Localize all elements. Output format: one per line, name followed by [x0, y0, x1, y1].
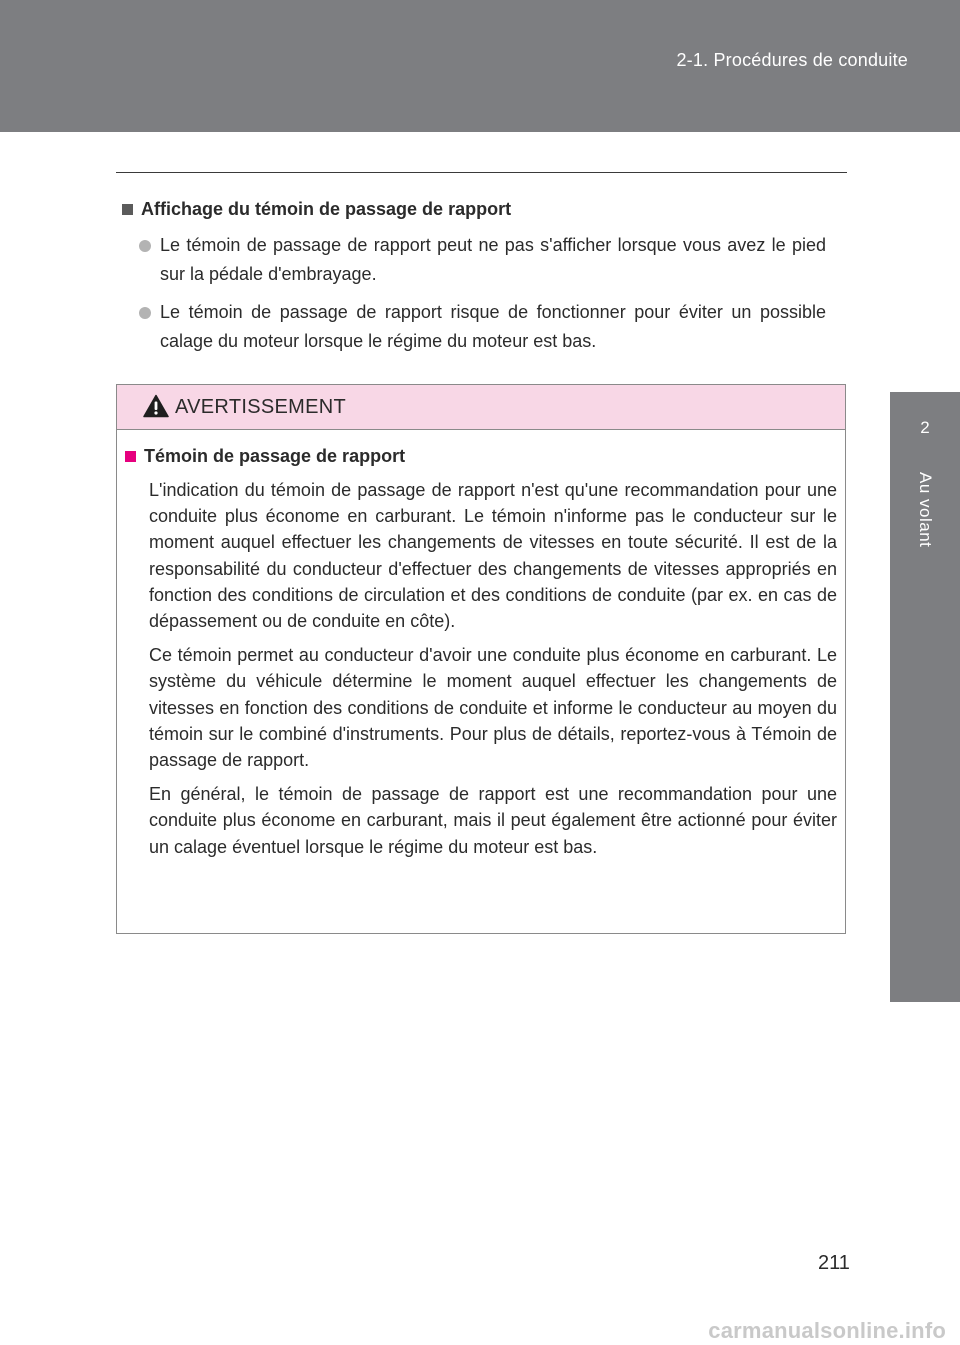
square-bullet-icon	[122, 204, 133, 215]
chapter-side-tab	[890, 392, 960, 1002]
chapter-title: 2-1. Procédures de conduite	[676, 50, 908, 70]
circle-bullet-icon	[139, 240, 151, 252]
page-number: 211	[818, 1252, 850, 1274]
warning-paragraph: En général, le témoin de passage de rapport est une recommandation pour une conduite plus économe en carburant, mais il peut également être actionné pour éviter un calage éventuel lorsque le régime du moteur est bas.	[149, 784, 837, 857]
list-item-text: Le témoin de passage de rapport risque de fonctionner pour éviter un possible calage du moteur lorsque le régime du moteur est bas.	[160, 302, 826, 351]
warning-box	[116, 384, 846, 934]
circle-bullet-icon	[139, 307, 151, 319]
section-heading-text: Affichage du témoin de passage de rapport	[141, 199, 512, 219]
warning-body	[117, 430, 845, 860]
info-section	[122, 196, 826, 356]
top-divider	[116, 172, 847, 173]
chapter-number: 2	[920, 418, 930, 437]
warning-header	[117, 385, 845, 430]
warning-paragraph: L'indication du témoin de passage de rapport n'est qu'une recommandation pour une conduite plus économe en carburant. Le témoin n'informe pas le conducteur sur le moment auquel effectuer les changements de vitesses en toute sécurité. Il est de la responsabilité du conducteur d'effectuer des changements de vitesses appropriés en fonction des conditions de circulation et des conditions de conduite (par ex. en cas de dépassement ou de conduite en côte).	[149, 480, 837, 632]
list-item	[122, 298, 826, 356]
list-item-text: Le témoin de passage de rapport peut ne pas s'afficher lorsque vous avez le pied sur la pédale d'embrayage.	[160, 235, 826, 284]
warning-heading-text: Témoin de passage de rapport	[144, 446, 406, 466]
watermark: carmanualsonline.info	[708, 1318, 946, 1343]
section-heading	[122, 196, 826, 222]
list-item	[122, 231, 826, 289]
header-bar	[0, 0, 960, 132]
warning-triangle-icon	[143, 394, 169, 423]
warning-heading	[125, 443, 837, 469]
warning-paragraph: Ce témoin permet au conducteur d'avoir une conduite plus économe en carburant. Le système du véhicule détermine le moment auquel effectuer les changements de vitesses en fonction des conditions de conduite et informe le conducteur au moyen du témoin sur le combiné d'instruments. Pour plus de détails, reportez-vous à Témoin de passage de rapport.	[149, 645, 837, 771]
square-bullet-icon	[125, 451, 136, 462]
warning-title: AVERTISSEMENT	[175, 396, 346, 418]
chapter-label: Au volant	[916, 472, 935, 548]
